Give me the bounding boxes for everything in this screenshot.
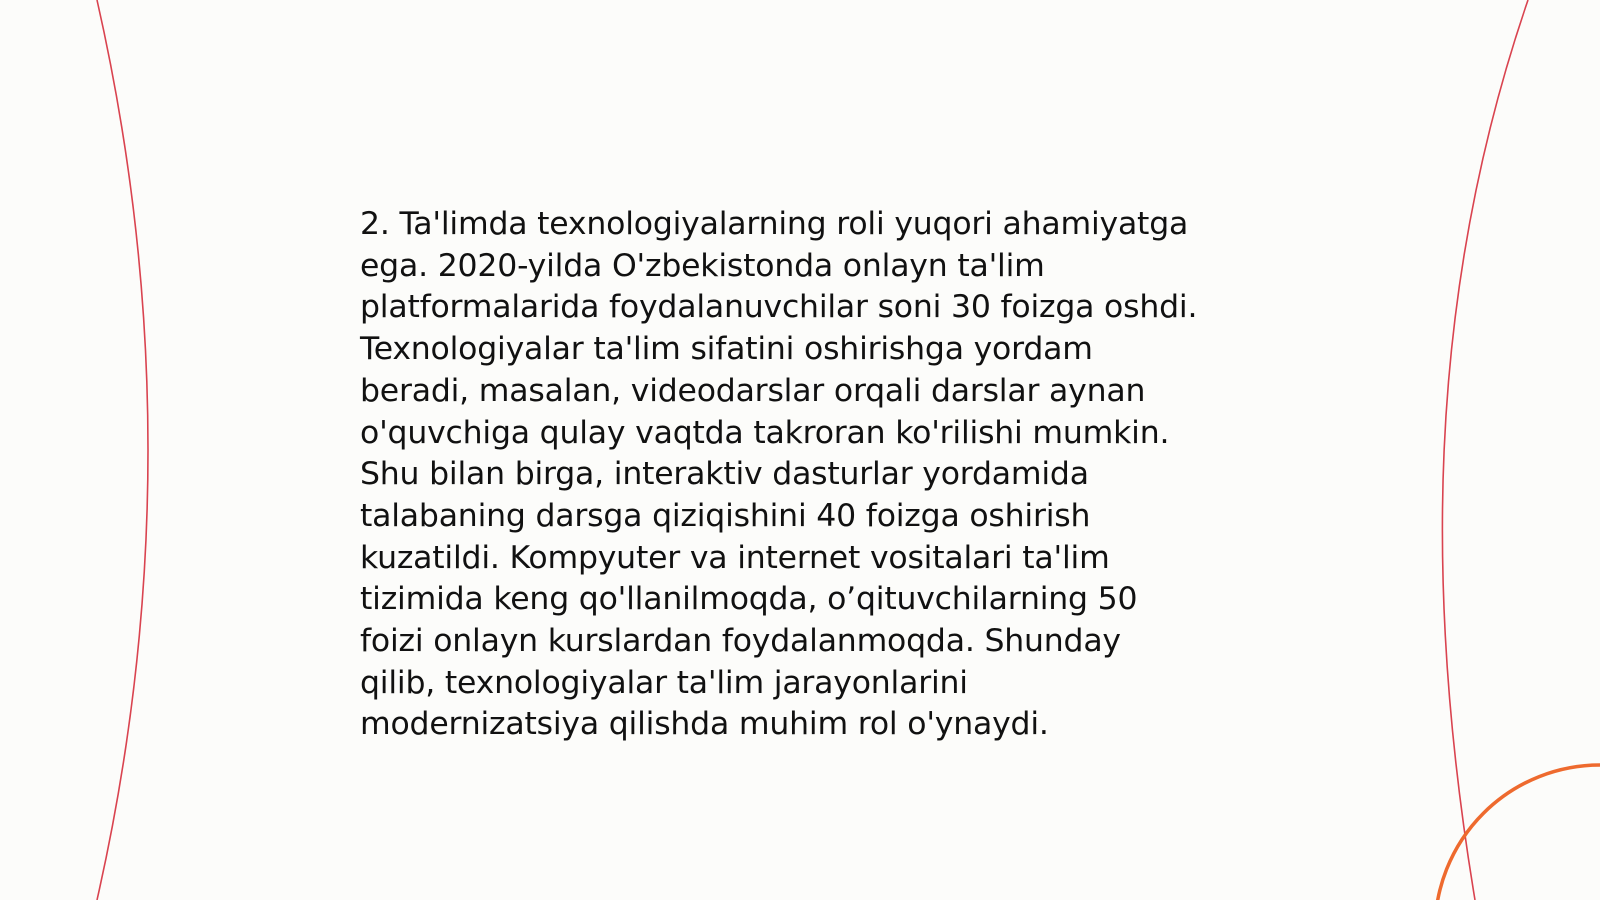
paragraph-line: Shu bilan birga, interaktiv dasturlar yordamida bbox=[360, 456, 1089, 493]
paragraph-line: ega. 2020-yilda O'zbekistonda onlayn ta'lim bbox=[360, 247, 1045, 284]
paragraph-line: foizi onlayn kurslardan foydalanmoqda. Shunday bbox=[360, 623, 1121, 660]
paragraph-line: o'quvchiga qulay vaqtda takroran ko'rilishi mumkin. bbox=[360, 414, 1170, 451]
paragraph-line: tizimida keng qo'llanilmoqda, o’qituvchilarning 50 bbox=[360, 581, 1138, 618]
paragraph-line: kuzatildi. Kompyuter va internet vositalari ta'lim bbox=[360, 539, 1110, 576]
paragraph-line: talabaning darsga qiziqishini 40 foizga oshirish bbox=[360, 497, 1091, 534]
paragraph-line: modernizatsiya qilishda muhim rol o'ynaydi. bbox=[360, 706, 1049, 743]
paragraph-line: Texnologiyalar ta'lim sifatini oshirishga yordam bbox=[360, 331, 1093, 368]
paragraph-line: 2. Ta'limda texnologiyalarning roli yuqori ahamiyatga bbox=[360, 206, 1189, 242]
corner-circle-arc bbox=[1435, 765, 1600, 900]
paragraph-line: beradi, masalan, videodarslar orqali darslar aynan bbox=[360, 372, 1146, 409]
paragraph-line: platformalarida foydalanuvchilar soni 30 foizga oshdi. bbox=[360, 289, 1198, 326]
body-paragraph bbox=[360, 204, 1260, 746]
left-arc-line bbox=[97, 0, 148, 900]
right-arc-line bbox=[1442, 0, 1528, 900]
paragraph-line: qilib, texnologiyalar ta'lim jarayonlarini bbox=[360, 664, 968, 701]
